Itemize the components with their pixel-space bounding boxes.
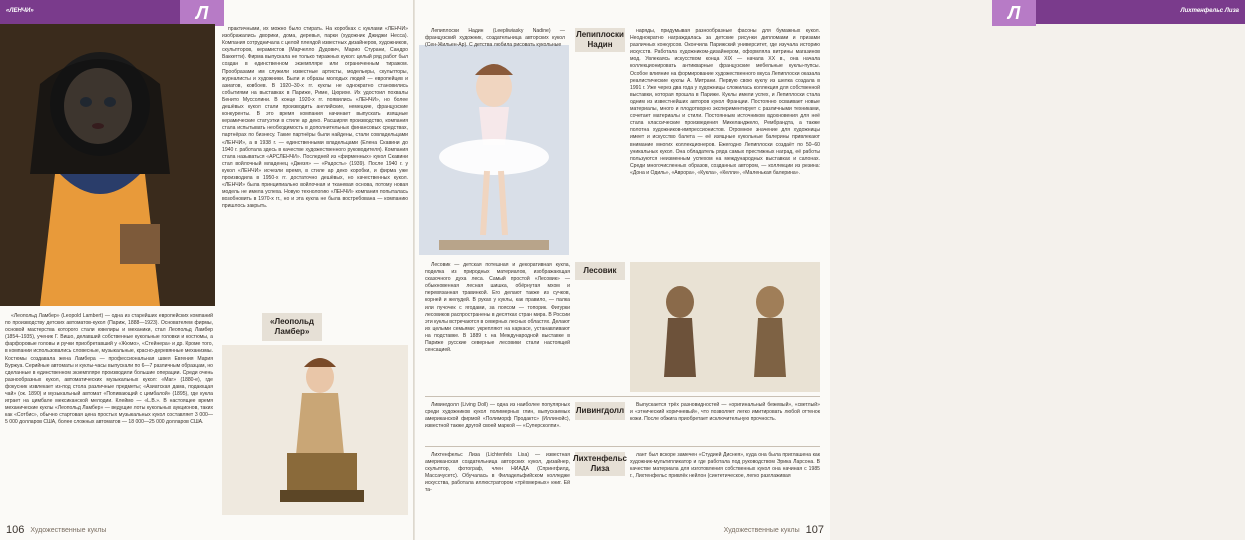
left-footer-label: Художественные куклы [30, 526, 107, 534]
lesovik-paragraph: Лесовик — детская потешная и декоративная кукла, поделка из природных материалов, изображающая сказочного духа леса. Самый простой «Лесовик» — обыкновенная лесная шишка, обёрнутая мхом и перевязанная травинкой. Его делают также из сучков, корней и желудей. В руках у куклы, как правило, — палка или пучочек с ягодами, за поясом — топорик. Фигурки лесовиков распространены в десятках стран мира. В России эти куклы встречаются в северных лесных областях. Делают их целыми семьями: укрепляют на каркасе, устанавливают на подставке. В 1889 г. на Международной выставке в Париже русские северные лесовики стали настоящей сенсацией. [425, 262, 570, 354]
lichtenfels-paragraph: Лихтенфельс Лиза (Lichtenfels Lisa) — известная американская создательница авторских кукол, дизайнер, скульптор, фотограф, член НИАДА (Спрингфилд, Массачусетс). Обучалась в Филадельфийском колледже искусства, работала иллюстратором «трёхмерных» книг. Ей та- [425, 452, 570, 494]
left-col2-text [5, 313, 213, 523]
name-lesovik [575, 262, 625, 280]
lepiplosky-text [630, 28, 820, 256]
left-footer [0, 520, 415, 540]
right-footer-label: Художественные куклы [723, 526, 800, 534]
lesovik-text [425, 262, 570, 392]
automaton-photo [222, 345, 408, 515]
left-page [0, 0, 415, 540]
livingdoll-paragraph: Ливингдолл (Living Doll) — одна из наиболее популярных среди художников кукол полимерных глин, выпускаемых американской фирмой «Полиморф Продактс» (Иллинойс), известной также другой своей маркой — «Суперсколпи». [425, 402, 570, 430]
livingdoll-right-paragraph: Выпускается трёх разновидностей — «оригинальный бежевый», «светлый» и «этнический коричневый», что позволяет легко имитировать любой оттенок кожи. После обжига приобретает исключительную прочность. [630, 402, 820, 423]
left-header [0, 0, 415, 24]
caption-lambert-title: «Леопольд Ламбер» [270, 317, 314, 336]
caption-lambert [262, 313, 322, 341]
lepiplosky-paragraph: наряды, придумывая разнообразные фасоны для бумажных кукол. Неоднократно награждалась за детские рисунки дипломами и призами различных конкурсов. Окончила Парижский университет, где изучала историю искусств. Работала художником-дизайнером, оформляла витрины магазинов мод. Увлекаясь искусством конца XIX — начала XX в., она начала коллекционировать антикварные французские мебельные куклы-пупсы. Особое влияние на формирование художественного вкуса Лепиплоски оказала реалистические куклы А. Митрани. Первую свою куклу из шелка создала в 1991 г. Уже через два года у художницы сложилась коллекция для собственной выставки, которая прошла в Париже. Куклы имели успех, и Лепиплоски стала одним из известнейших авторов кукол Франции. Постоянно осваивает новые материалы, много и плодотворно экспериментирует с различными техниками, сочетает материалы и стили. Постоянным источником вдохновения для неё стала классические произведения Микеланджело, Рембрандта, а также полотна художников-импрессионистов. Огромное значение для художницы имеет и искусство балета — её изящные кукольные балерины привлекают внимание многих коллекционеров. Ежегодно Лепиплоски создаёт по 50–60 уникальных кукол. Она обладатель ряда самых престижных наград, её работы пользуются неизменным успехом на международных выставках и салонах. Среди многочисленных образов, созданных автором, — коллекции из резина: «Дона и Одиль», «Аврора», «Кукла», «Келли», «Маленькая балерина». [630, 28, 820, 176]
livingdoll-right-text [630, 402, 820, 442]
right-running-title: Лихтенфельс Лиза [1180, 8, 1239, 14]
right-footer [415, 520, 830, 540]
left-col1-text [222, 26, 408, 308]
letter-tab-right: Л [992, 0, 1036, 26]
lepiplosky-intro-text: Лепиплоски Надин (Leepliwiasky Nadine) — французский художник, создательница авторских кукол (Сен-Жильен-Ар). С детства любила рисовать кукольные [425, 28, 565, 49]
divider-1 [425, 396, 820, 397]
lenci-continued-paragraph: практичными, их можно было стирать. На коробках с куклами «ЛЕНЧИ» изображались дворики, дома, деревья, парки (художник Джиджи Несса). Компания сотрудничала с целой плеядой известных дизайнеров, художников, скульпторов, керамистов (Марчелло Дудович, Марио Стурани, Сандро Ваккетти). Фирма выпускала не только тиражных кукол: целый ряд работ был создан в единственном экземпляре или ограниченным тиражом. Прообразами им служили известные артисты, модельеры, скульпторы, журналисты и художники. Были и образы молодых людей — европейцев и азиатов, ковбоев. В 1920–30-х гг. куклы не однократно становились событиями на выставках в Париже, Риме, Цюрихе. Их удостоил похвалы Бенито Муссолини. В конце 1920-х гг. появились «ЛЕНЧИ», но более дешёвых кукол стали производить английские, немецкие, французские конкуренты. В это время компания начинает выпускать изящные керамические статуэтки в стиле ар деко. Расширяя производство, компания стала испытывать необходимость в дополнительных финансовых средствах, партнёрах по бизнесу. Такие партнёры были найдены, стали совладельцами «ЛЕНЧИ», а в 1938 г. — единственными владельцами (Елена Скавини до 1940 г. работала здесь в качестве художественного руководителя). Компания стала называться «АРСЛЕНЧИ». Последней из «фирменных» кукол Скавини стал войлочный младенец «Джезя» — «Радость» (1939). После 1940 г. у кукол «ЛЕНЧИ» исчезли время, в стиле ар деко коробки, и фирма уже производила в 1950-х гг. достаточно дешёвых, но качественных кукол. «ЛЕНЧИ» была принципиально войлочная и тканевая основа, потому новая модель не имела успеха. Новую технологию «ЛЕНЧИ» компания попыталась возобновить в 1970-х гг., но и эта кукла не была востребована — компанию пришлось закрыть. [222, 26, 408, 210]
name-livingdoll [575, 402, 625, 420]
name-lichtenfels-label: Лихтенфельс Лиза [573, 454, 627, 473]
lepiplosky-intro [425, 28, 565, 48]
ballerina-doll-photo [419, 45, 569, 255]
lesovik-photo [630, 262, 820, 392]
lichtenfels-text [425, 452, 570, 514]
lambert-paragraph: «Леопольд Ламбер» (Leopold Lambert) — одна из старейших европейских компаний по производству детских автоматов-кукол (Париж, 1888—1923). Основателем фирмы, основой мастерства которого стали ювелиры и механики, стал Леопольд Ламбер (1854–1935), ученик Г. Вишо, делавший собственные кукольные головки и костюмы, а фарфоровые головы и ручки приобретавший у «Жюмо», «Стейнера» и др. Кроме того, в компании использовались словесные, музыкальные, красно-деревянные механизмы. Костюмы создавала жена Ламбера — профессиональная швея Евгения Мария Буржуа. Серийные автоматы и куклы-часы выпускали по 6—7 различным образцам, но сделанные в единственном экземпляре производили большие операции. Среди очень разнообразных кукол, автоматических музыкальных кукол: «Маг» (1880-е), где фокусник извлекает из-под стола различные предметы; «Азиатская дама, подающая чай» (ок. 1890) и музыкальный автомат «Попивающий с цимбалой» (1895), где кукла играет на цимбале мексиканской мелодии. Клеймо — «L.B.». В настоящее время механические куклы «Леопольд Ламбер» — ведущие лоты кукольных аукционов, таких как «Сотбис», обычно стартовая цена простых музыкальных кукол составляет 3 000—5 000 долларов США, более сложных автоматов — 18 000—25 000 долларов США. [5, 313, 213, 426]
livingdoll-text [425, 402, 570, 442]
name-lesovik-label: Лесовик [583, 266, 617, 275]
name-lepiplosky [575, 28, 625, 52]
left-page-number: 106 [6, 524, 25, 536]
divider-2 [425, 446, 820, 447]
right-header [830, 0, 1245, 24]
name-livingdoll-label: Ливингдолл [575, 406, 625, 415]
lichtenfels-right-paragraph: лант был вскоре замечен «Студией Диснея», куда она была приглашена как художник-мультипликатор и где работала под руководством Эрика Ларсона. В качестве материала для изготовления собственных кукол она начиная с 1985 г., Лихтенфельс привлёк нейлон (синтетическое, легко разглаживая [630, 452, 820, 480]
right-page-number: 107 [805, 524, 824, 536]
doll-photo-lenci [0, 24, 215, 306]
right-page [415, 0, 1239, 540]
left-running-title: «ЛЕНЧИ» [6, 8, 34, 14]
name-lepiplosky-label: Лепиплоски Надин [576, 30, 624, 49]
letter-tab-left: Л [180, 0, 224, 26]
lichtenfels-right-text [630, 452, 820, 514]
name-lichtenfels [575, 452, 625, 476]
